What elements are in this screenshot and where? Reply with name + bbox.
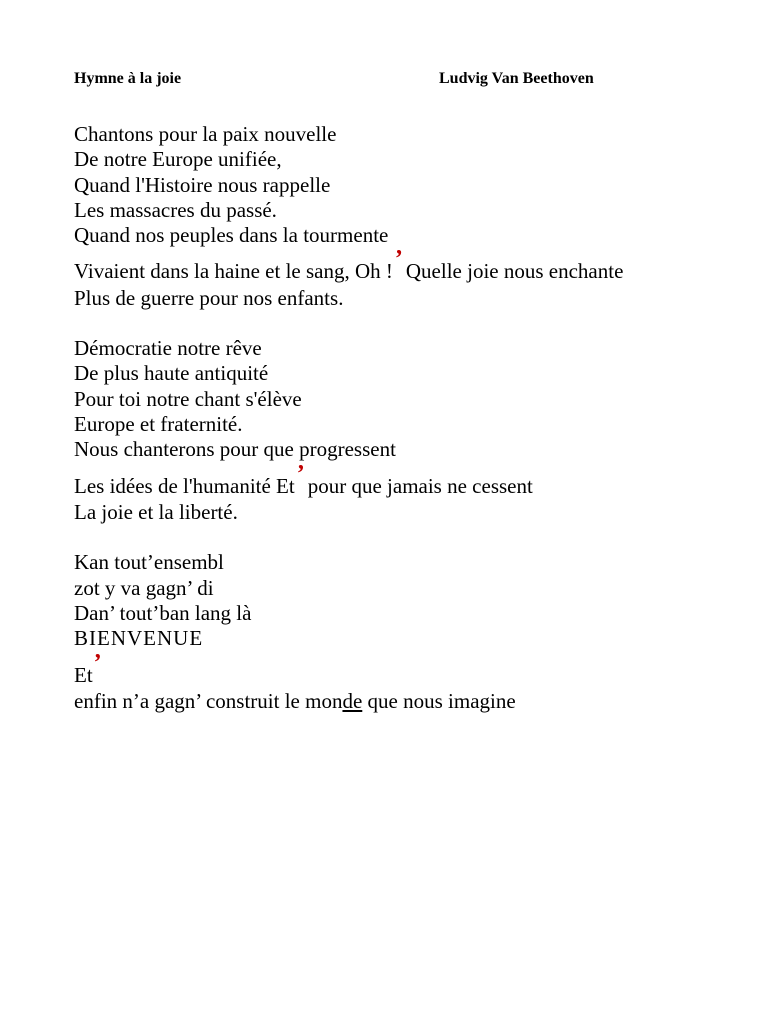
lyric-line bbox=[74, 248, 623, 285]
lyric-text: Vivaient dans la haine et le sang, Oh ! bbox=[74, 259, 393, 284]
lyric-line bbox=[74, 649, 623, 689]
lyric-text: que nous imagine bbox=[362, 688, 516, 713]
red-apostrophe-mark: ’ bbox=[93, 649, 102, 676]
song-title: Hymne à la joie bbox=[74, 70, 182, 87]
lyric-line: Europe et fraternité. bbox=[74, 412, 243, 437]
lyric-text: Les idées de l'humanité Et bbox=[74, 473, 295, 498]
lyric-line: Nous chanterons pour que progressent bbox=[74, 437, 396, 462]
stanza-gap bbox=[74, 525, 623, 550]
song-author: Ludvig Van Beethoven bbox=[439, 70, 594, 87]
underlined-text: de bbox=[342, 688, 363, 713]
lyric-line: Démocratie notre rêve bbox=[74, 336, 262, 361]
lyric-line: Pour toi notre chant s'élève bbox=[74, 386, 302, 411]
lyric-line: Kan tout’ensembl bbox=[74, 550, 224, 575]
lyric-line: Quand l'Histoire nous rappelle bbox=[74, 172, 331, 197]
lyric-text: pour que jamais ne cessent bbox=[307, 473, 533, 498]
lyric-text: Et bbox=[74, 662, 93, 687]
lyric-line: Quand nos peuples dans la tourmente bbox=[74, 223, 389, 248]
lyric-line: De notre Europe unifiée, bbox=[74, 147, 282, 172]
lyric-line: BIENVENUE bbox=[74, 626, 204, 651]
red-apostrophe-mark: ’ bbox=[394, 246, 403, 273]
lyric-line: Chantons pour la paix nouvelle bbox=[74, 122, 337, 146]
lyric-line: De plus haute antiquité bbox=[74, 361, 269, 386]
lyric-line: La joie et la liberté. bbox=[74, 500, 238, 525]
lyric-line: zot y va gagn’ di bbox=[74, 575, 214, 600]
lyric-line: Les massacres du passé. bbox=[74, 197, 277, 222]
lyric-text: enfin n’a gagn’ construit le mon bbox=[74, 688, 343, 713]
red-apostrophe-mark: ’ bbox=[296, 460, 305, 487]
lyric-line: Plus de guerre pour nos enfants. bbox=[74, 285, 344, 310]
stanza-gap bbox=[74, 311, 623, 336]
lyrics-body bbox=[74, 122, 623, 714]
lyric-line: Dan’ tout’ban lang là bbox=[74, 600, 252, 625]
lyric-text: Quelle joie nous enchante bbox=[405, 259, 624, 284]
lyric-line bbox=[74, 460, 623, 500]
lyric-line bbox=[74, 689, 623, 714]
